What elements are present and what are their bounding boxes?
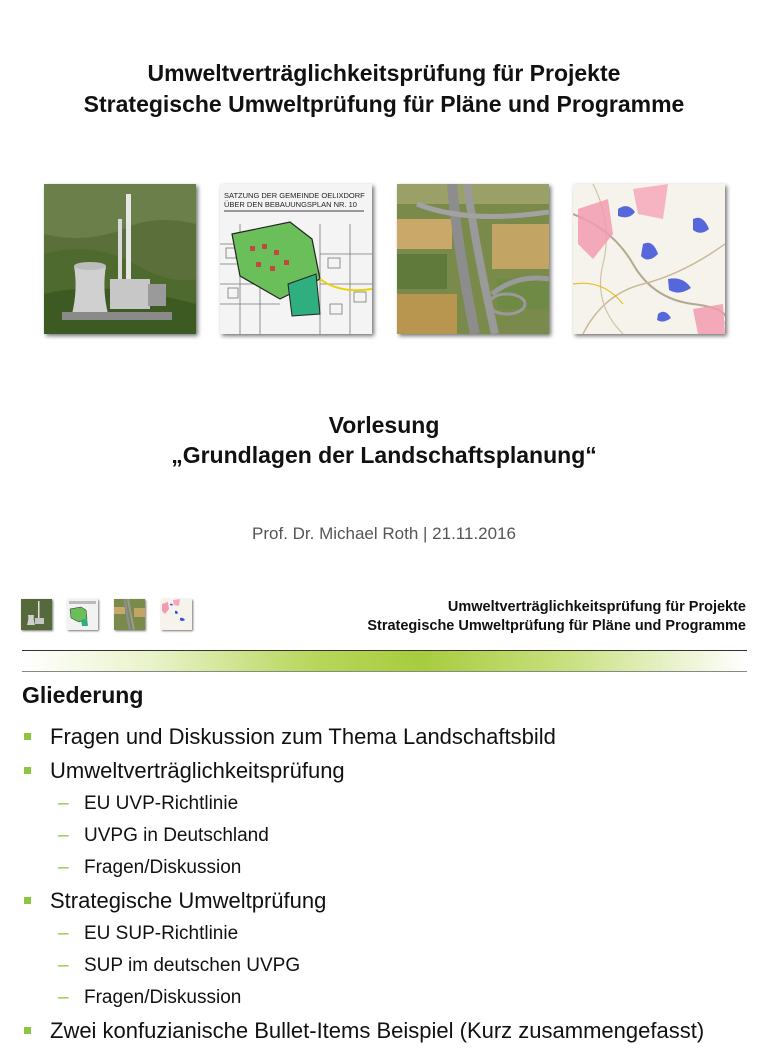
lecture-line-2: „Grundlagen der Landschaftsplanung“ [171, 442, 597, 468]
outline-item: Strategische Umweltprüfung [22, 884, 752, 918]
outline-item: Zwei konfuzianische Bullet-Items Beispiel (Kurz zusammengefasst) [22, 1014, 752, 1048]
author-date: Prof. Dr. Michael Roth | 21.11.2016 [252, 524, 516, 543]
cover-title-line-2: Strategische Umweltprüfung für Pläne und Programme [83, 91, 685, 117]
header-rule-bottom [22, 671, 747, 672]
plan-caption-line-1: SATZUNG DER GEMEINDE OELIXDORF [224, 191, 365, 200]
outline-subitem: – Fragen/Diskussion [22, 852, 752, 884]
cover-title-line-1: Umweltverträglichkeitsprüfung für Projekte [147, 60, 621, 86]
cover-title [0, 58, 768, 120]
plan-caption-line-2: ÜBER DEN BEBAUUNGSPLAN NR. 10 [224, 200, 357, 209]
slide-header-line-2: Strategische Umweltprüfung für Pläne und Programme [367, 618, 746, 634]
outline-subitem: – Fragen/Diskussion [22, 982, 752, 1014]
slide-header [367, 598, 746, 636]
development-plan-map [220, 184, 372, 334]
landscape-map-thumbnail [161, 599, 192, 630]
power-plant-photo [44, 184, 196, 334]
outline-subitem: – EU SUP-Richtlinie [22, 918, 752, 950]
highway-aerial-photo [397, 184, 549, 334]
outline-subitem: – UVPG in Deutschland [22, 820, 752, 852]
outline-item: Umweltverträglichkeitsprüfung [22, 754, 752, 788]
plan-thumbnail [67, 599, 98, 630]
outline-subitem: – SUP im deutschen UVPG [22, 950, 752, 982]
outline-subitem: – EU UVP-Richtlinie [22, 788, 752, 820]
green-gradient-band [22, 651, 747, 671]
section-title: Gliederung [22, 682, 144, 708]
outline-slide [0, 580, 768, 1043]
outline-item: Fragen und Diskussion zum Thema Landschaftsbild [22, 720, 752, 754]
lecture-title [0, 410, 768, 470]
outline-list [22, 720, 752, 1048]
power-plant-thumbnail [21, 599, 52, 630]
landscape-plan-map [573, 184, 725, 334]
lecture-line-1: Vorlesung [328, 412, 440, 438]
slide-header-line-1: Umweltverträglichkeitsprüfung für Projekte [447, 599, 746, 615]
highway-thumbnail [114, 599, 145, 630]
